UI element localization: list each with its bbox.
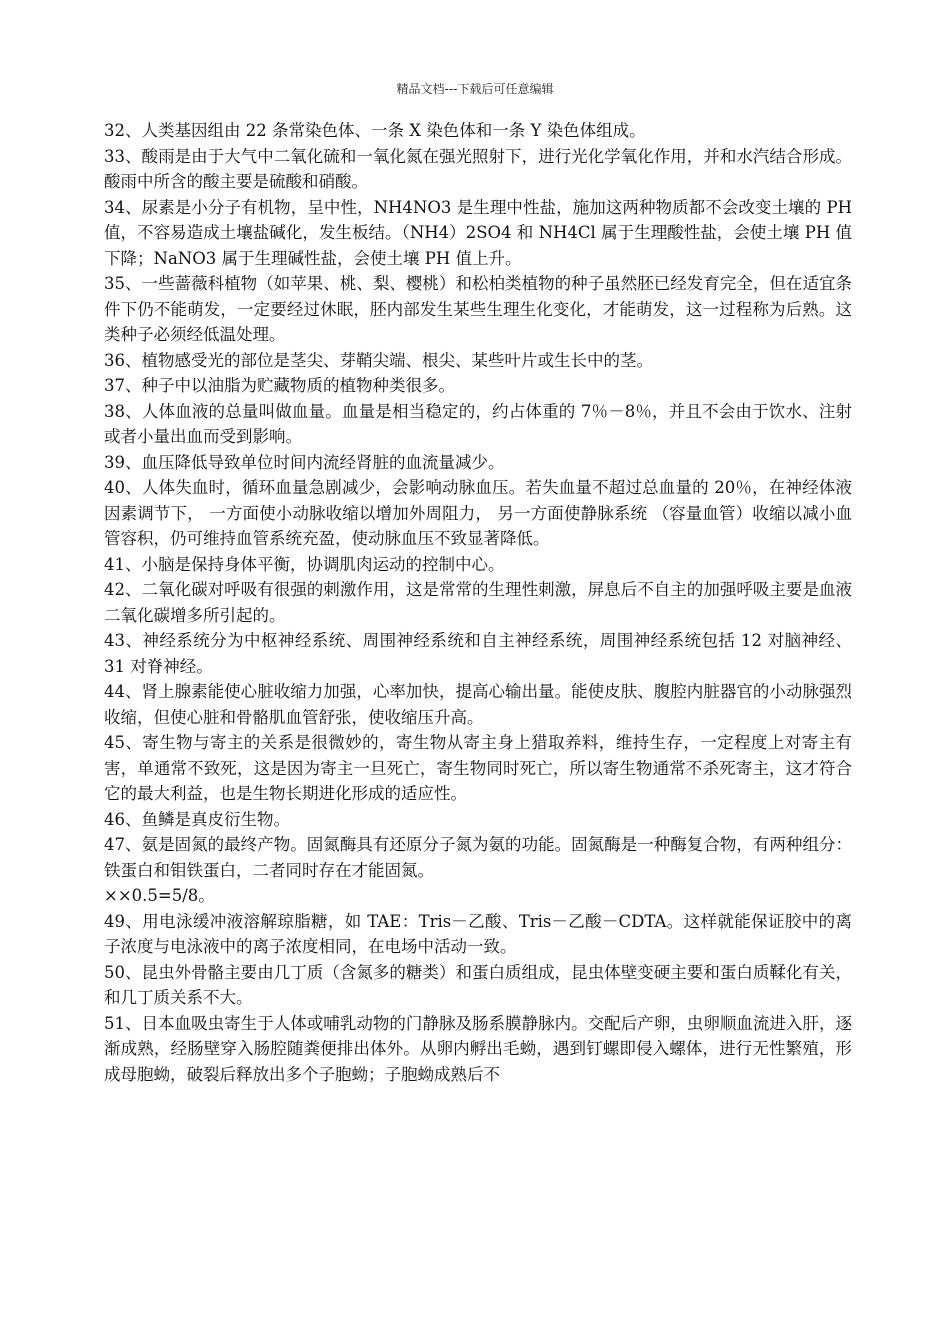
page-header: 精品文档---下载后可任意编辑 xyxy=(396,82,554,96)
document-body xyxy=(104,118,852,1087)
paragraph-38: 38、人体血液的总量叫做血量。血量是相当稳定的，约占体重的 7％－8％，并且不会由于饮水、注射或者小量出血而受到影响。 xyxy=(104,401,852,446)
paragraph-34: 34、尿素是小分子有机物，呈中性，NH4NO3 是生理中性盐，施加这两种物质都不会改变土壤的 PH 值，不容易造成土壤盐碱化，发生板结。（NH4）2SO4 和 NH4Cl 属于生理酸性盐，会使土壤 PH 值下降；NaNO3 属于生理碱性盐，会使土壤 PH 值上升。 xyxy=(104,197,852,268)
paragraph-46: 46、鱼鳞是真皮衍生物。 xyxy=(104,809,290,829)
paragraph-49: 49、用电泳缓冲液溶解琼脂糖，如 TAE：Tris－乙酸、Tris－乙酸－CDTA。这样就能保证胶中的离子浓度与电泳液中的离子浓度相同，在电场中活动一致。 xyxy=(104,911,852,956)
paragraph-33: 33、酸雨是由于大气中二氧化硫和一氧化氮在强光照射下，进行光化学氧化作用，并和水汽结合形成。酸雨中所含的酸主要是硫酸和硝酸。 xyxy=(104,146,852,191)
paragraph-37: 37、种子中以油脂为贮藏物质的植物种类很多。 xyxy=(104,376,455,395)
paragraph-40: 40、人体失血时，循环血量急剧减少，会影响动脉血压。若失血量不超过总血量的 20％，在神经体液因素调节下， 一方面使小动脉收缩以增加外周阻力， 另一方面使静脉系统 （容量血管）收缩以减小血管容积，仍可维持血管系统充盈，使动脉血压不致显著降低。 xyxy=(104,478,852,548)
paragraph-42: 42、二氧化碳对呼吸有很强的刺激作用，这是常常的生理性刺激，屏息后不自主的加强呼吸主要是血液二氧化碳增多所引起的。 xyxy=(104,580,852,625)
paragraph-36: 36、植物感受光的部位是茎尖、芽鞘尖端、根尖、某些叶片或生长中的茎。 xyxy=(104,350,653,370)
paragraph-32: 32、人类基因组由 22 条常染色体、一条 X 染色体和一条 Y 染色体组成。 xyxy=(104,121,646,140)
paragraph-50: 50、昆虫外骨骼主要由几丁质（含氮多的糖类）和蛋白质组成，昆虫体壁变硬主要和蛋白质鞣化有关，和几丁质关系不大。 xyxy=(104,962,852,1007)
paragraph-35: 35、一些蔷薇科植物（如苹果、桃、梨、樱桃）和松柏类植物的种子虽然胚已经发育完全，但在适宜条件下仍不能萌发，一定要经过休眠，胚内部发生某些生理生化变化，才能萌发，这一过程称为后熟。这类种子必须经低温处理。 xyxy=(104,274,852,344)
paragraph-44: 44、肾上腺素能使心脏收缩力加强，心率加快，提高心输出量。能使皮肤、腹腔内脏器官的小动脉强烈收缩，但使心脏和骨骼肌血管舒张，使收缩压升高。 xyxy=(104,682,852,727)
paragraph-51: 51、日本血吸虫寄生于人体或哺乳动物的门静脉及肠系膜静脉内。交配后产卵，虫卵顺血流进入肝，逐渐成熟，经肠壁穿入肠腔随粪便排出体外。从卵内孵出毛蚴，遇到钉螺即侵入螺体，进行无性繁殖，形成母胞蚴，破裂后释放出多个子胞蚴；子胞蚴成熟后不 xyxy=(104,1013,852,1084)
paragraph-45: 45、寄生物与寄主的关系是很微妙的，寄生物从寄主身上猎取养料，维持生存，一定程度上对寄主有害，单通常不致死，这是因为寄主一旦死亡，寄生物同时死亡，所以寄生物通常不杀死寄主，这才符合它的最大利益，也是生物长期进化形成的适应性。 xyxy=(104,733,852,803)
paragraph-39: 39、血压降低导致单位时间内流经肾脏的血流量减少。 xyxy=(104,452,505,472)
paragraph-47: 47、氨是固氮的最终产物。固氮酶具有还原分子氮为氨的功能。固氮酶是一种酶复合物，有两种组分：铁蛋白和钼铁蛋白，二者同时存在才能固氮。 xyxy=(104,835,852,880)
paragraph-48-fragment: ××0.5=5/8。 xyxy=(104,886,215,905)
paragraph-43: 43、神经系统分为中枢神经系统、周围神经系统和自主神经系统，周围神经系统包括 12 对脑神经、31 对脊神经。 xyxy=(104,631,852,676)
paragraph-41: 41、小脑是保持身体平衡，协调肌肉运动的控制中心。 xyxy=(104,554,505,574)
